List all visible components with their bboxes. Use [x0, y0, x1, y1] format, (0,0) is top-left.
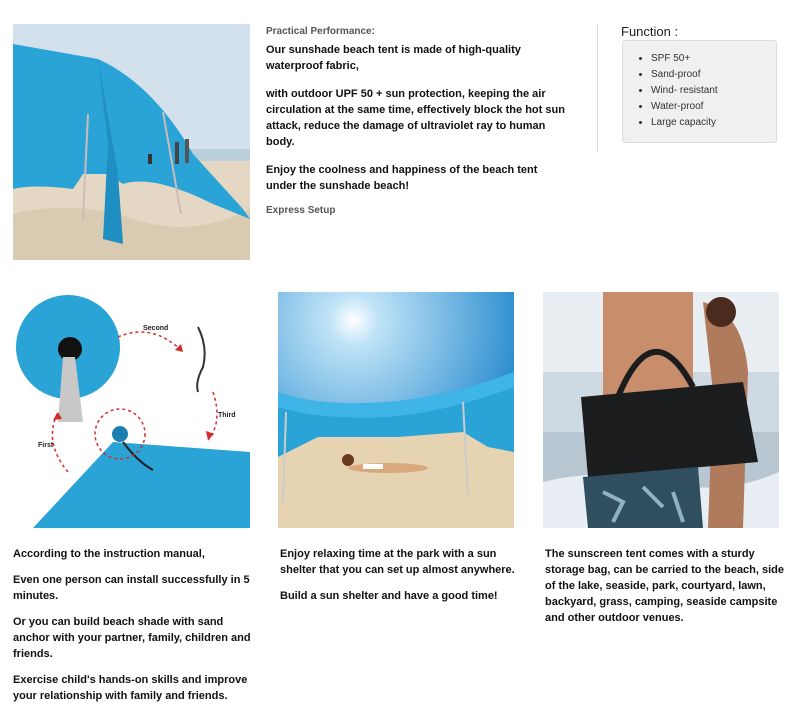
caption-paragraph: Build a sun shelter and have a good time!	[280, 590, 498, 602]
diagram-label-third: Third	[218, 412, 236, 419]
function-item: • Wind- resistant	[651, 83, 776, 99]
description-paragraph: Enjoy the coolness and happiness of the beach tent under the sunshade beach!	[266, 164, 538, 192]
function-list-box	[622, 40, 777, 143]
caption-paragraph: According to the instruction manual,	[13, 548, 205, 560]
description-paragraph: Our sunshade beach tent is made of high-quality waterproof fabric,	[266, 44, 521, 72]
beach-tent-photo	[13, 24, 250, 260]
function-list	[623, 41, 776, 131]
beach-tent-illustration	[13, 24, 250, 260]
description-paragraph: with outdoor UPF 50 + sun protection, keeping the air circulation at the same time, effectively block the hot sun attack, reduce the damage of ultraviolet ray to human body.	[266, 88, 565, 148]
diagram-label-first: First	[38, 442, 54, 449]
beach-shade-illustration	[278, 292, 514, 528]
setup-diagram	[13, 292, 250, 528]
storage-bag-illustration	[543, 292, 779, 528]
function-item: • Large capacity	[651, 115, 776, 131]
express-setup-label: Express Setup	[266, 205, 336, 216]
function-item: • SPF 50+	[651, 51, 776, 67]
storage-bag-photo	[543, 292, 779, 528]
diagram-label-second: Second	[143, 325, 169, 332]
beach-shade-photo	[278, 292, 514, 528]
section-heading: Practical Performance:	[266, 26, 375, 37]
function-item: • Sand-proof	[651, 67, 776, 83]
vertical-divider	[597, 24, 598, 152]
function-title: Function :	[621, 24, 679, 39]
caption-paragraph: Enjoy relaxing time at the park with a sun shelter that you can set up almost anywhere.	[280, 548, 515, 576]
caption-paragraph: Or you can build beach shade with sand anchor with your partner, family, children and friends.	[13, 616, 251, 660]
caption-paragraph: Even one person can install successfully in 5 minutes.	[13, 574, 250, 602]
function-item: • Water-proof	[651, 99, 776, 115]
setup-diagram-illustration	[13, 292, 250, 528]
caption-paragraph: Exercise child's hands-on skills and improve your relationship with family and friends.	[13, 674, 248, 702]
caption-paragraph: The sunscreen tent comes with a sturdy storage bag, can be carried to the beach, side of the lake, seaside, park, courtyard, lawn, backyard, grass, camping, seaside campsite and other outdoor venues.	[545, 548, 785, 624]
